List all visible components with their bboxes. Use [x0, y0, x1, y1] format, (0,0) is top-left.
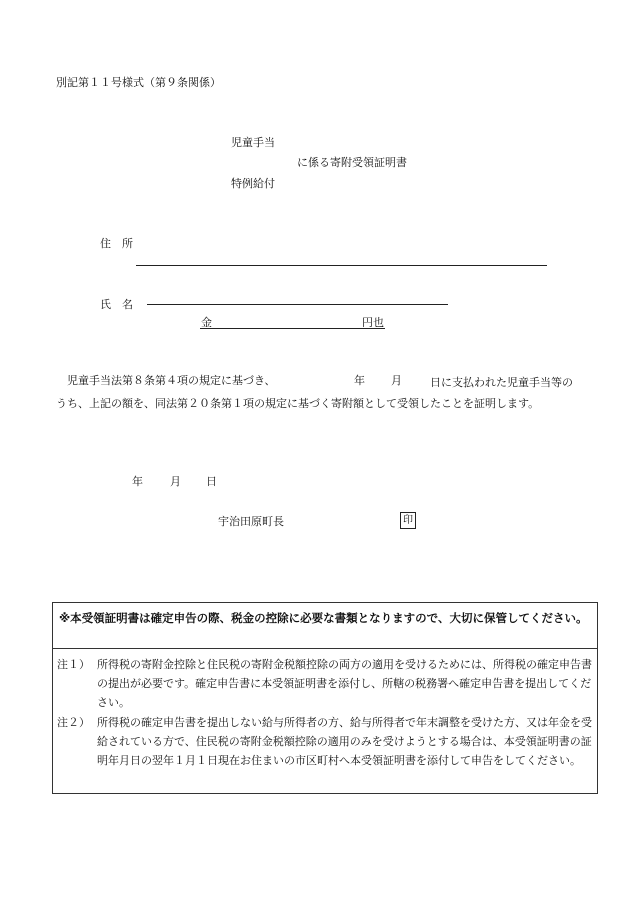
statement-part2: 日に支払われた児童手当等のうち、上記の額を、同法第２０条第１項の規定に基づく寄附額として受領したことを証明します。	[56, 376, 573, 410]
seal-stamp-box: 印	[400, 512, 416, 529]
address-field-line[interactable]	[136, 265, 547, 266]
date-year: 年	[132, 475, 143, 488]
note-number: 注２）	[57, 716, 90, 729]
amount-prefix: 金	[201, 316, 212, 329]
name-label: 氏 名	[100, 298, 133, 311]
form-reference: 別記第１１号様式（第９条関係）	[56, 76, 221, 89]
note-number: 注１）	[57, 658, 90, 671]
title-child-allowance: 児童手当	[231, 136, 275, 149]
statement-month: 月	[391, 374, 402, 387]
statement-part1: 児童手当法第８条第４項の規定に基づき、	[67, 374, 276, 387]
address-label: 住 所	[100, 237, 133, 250]
title-special-benefit: 特例給付	[231, 177, 275, 190]
note-text: 所得税の寄附金控除と住民税の寄附金税額控除の両方の適用を受けるためには、所得税の確定申告書の提出が必要です。確定申告書に本受領証明書を添付し、所轄の税務署へ確定申告書を提出してください。	[97, 658, 592, 709]
date-month: 月	[170, 475, 181, 488]
title-certificate: に係る寄附受領証明書	[297, 156, 407, 169]
note-text: 所得税の確定申告書を提出しない給与所得者の方、給与所得者で年末調整を受けた方、又は年金を受給されている方で、住民税の寄附金税額控除の適用のみを受けようとする場合は、本受領証明書の証明年月日の翌年１月１日現在お住まいの市区町村へ本受領証明書を添付して申告をしてください。	[97, 716, 592, 767]
amount-field-line[interactable]	[200, 328, 385, 329]
statement-year: 年	[354, 374, 365, 387]
amount-suffix: 円也	[362, 316, 384, 329]
date-day: 日	[206, 475, 217, 488]
notes-box	[52, 602, 598, 794]
notes-header: ※本受領証明書は確定申告の際、税金の控除に必要な書類となりますので、大切に保管してください。	[53, 603, 597, 649]
issuer-name: 宇治田原町長	[218, 515, 284, 528]
name-field-line[interactable]	[147, 304, 448, 305]
